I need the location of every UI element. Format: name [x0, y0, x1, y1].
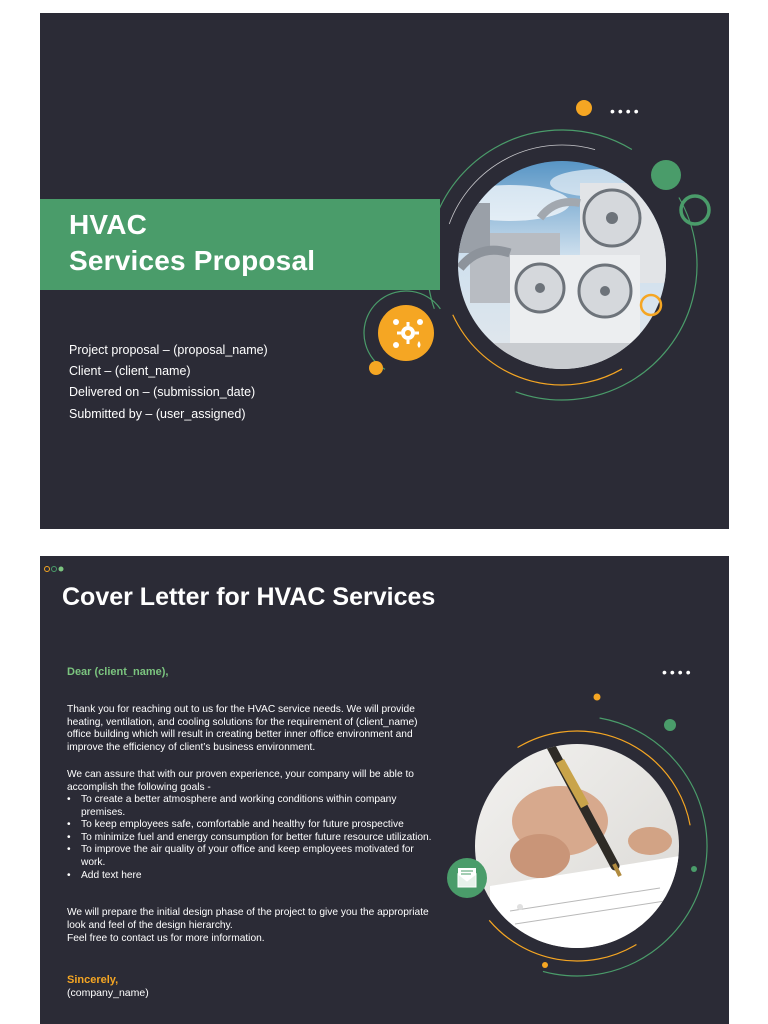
- signoff: Sincerely,: [67, 974, 119, 986]
- submitted-by-line: Submitted by – (user_assigned): [69, 407, 246, 421]
- salutation: Dear (client_name),: [67, 666, 169, 678]
- list-item: • To keep employees safe, comfortable and healthy for future prospective: [67, 819, 432, 832]
- slide-title-line-2: Services Proposal: [69, 245, 316, 276]
- list-item: • To minimize fuel and energy consumption for better future resource utilization.: [67, 832, 432, 845]
- cover-letter-slide: [40, 556, 729, 1024]
- envelope-icon: [458, 868, 476, 887]
- submission-date-line: Delivered on – (submission_date): [69, 385, 256, 399]
- slide-title-line-1: HVAC: [69, 209, 148, 240]
- proposal-name-line: Project proposal – (proposal_name): [69, 343, 268, 357]
- goals-intro-paragraph: We can assure that with our proven experience, your company will be able to accomplish the following goals -: [67, 769, 414, 793]
- decorative-rings: [40, 556, 729, 1024]
- design-phase-paragraph: We will prepare the initial design phase of the project to give you the appropriate look and feel of the design hierarchy.: [67, 907, 429, 931]
- gear-icon: [393, 319, 423, 348]
- title-slide: [40, 13, 729, 529]
- accent-dot: [664, 719, 676, 731]
- intro-paragraph: Thank you for reaching out to us for the HVAC service needs. We will provide heating, ventilation, and cooling solutions for the requirement of (client_name) office building which will result in creating better inner office environment and improve the efficiency of client’s business environment.: [67, 704, 418, 753]
- decorative-rings: [40, 13, 729, 529]
- accent-dot: [651, 160, 681, 190]
- contact-paragraph: Feel free to contact us for more information.: [67, 933, 265, 944]
- list-item: • Add text here: [67, 870, 432, 883]
- accent-dot: [576, 100, 592, 116]
- page-title: Cover Letter for HVAC Services: [62, 583, 436, 611]
- accent-dot: [369, 361, 383, 375]
- client-name-line: Client – (client_name): [69, 364, 191, 378]
- list-item: • To improve the air quality of your office and keep employees motivated for work.: [67, 844, 432, 869]
- list-item: • To create a better atmosphere and working conditions within company premises.: [67, 794, 432, 819]
- company-name: (company_name): [67, 987, 149, 999]
- decorative-dots: ••••: [610, 103, 642, 119]
- hvac-units-photo: [450, 153, 680, 383]
- decorative-dots: ••••: [662, 664, 694, 680]
